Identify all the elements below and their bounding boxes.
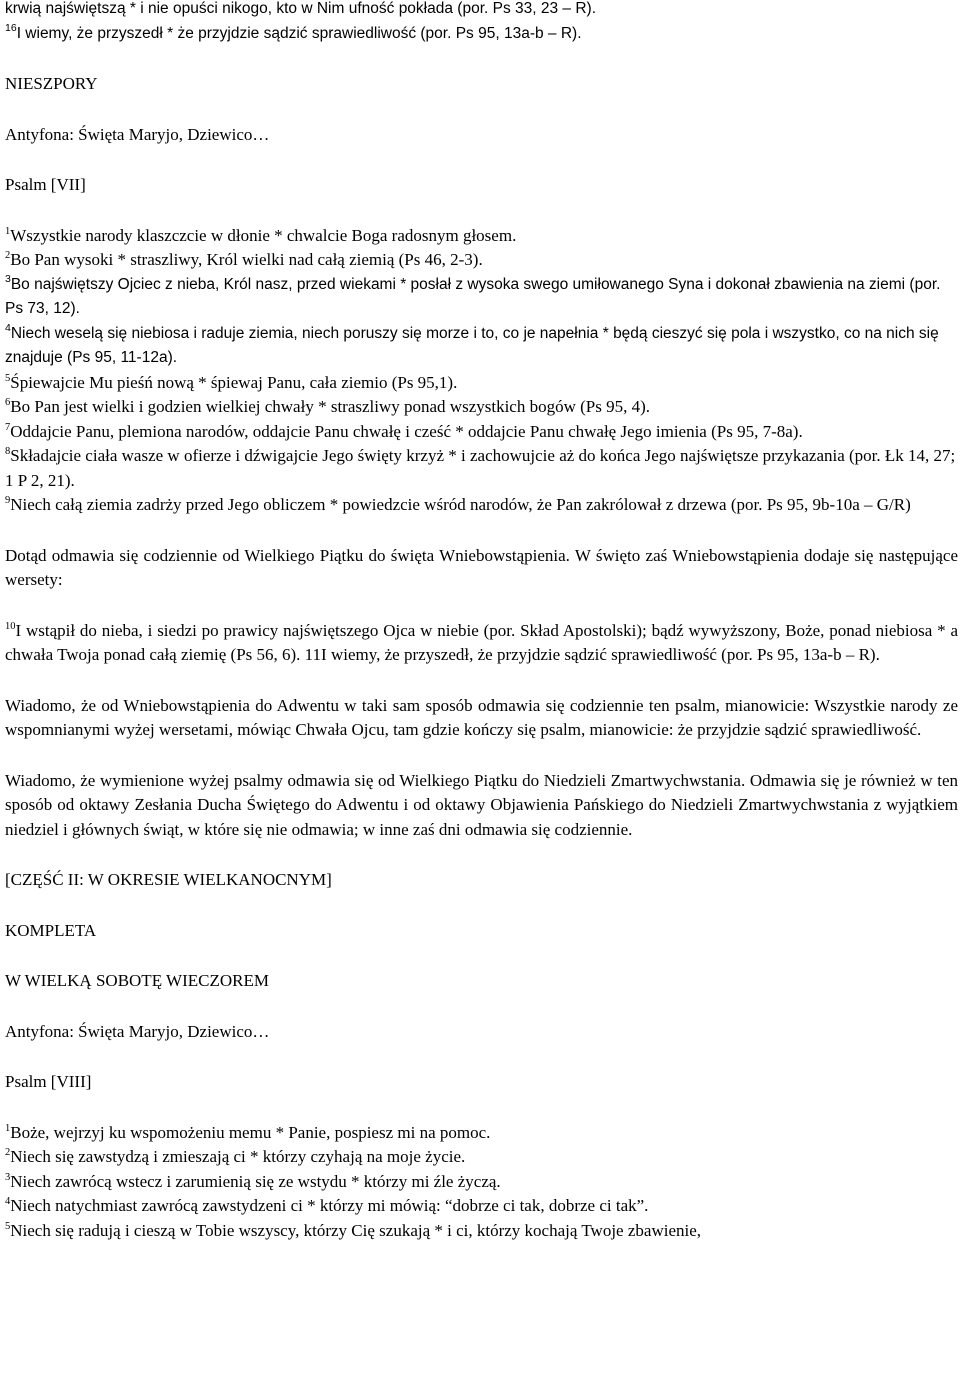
verse-text: Oddajcie Panu, plemiona narodów, oddajcie Panu chwałę i cześć * oddajcie Panu chwałę Jego imienia (Ps 95, 7-8a). [10,421,803,441]
kompleta-verse-4 [5,1194,958,1219]
verse-number: 1 [5,225,11,237]
verse-text: Niech się radują i cieszą w Tobie wszyscy, którzy Cię szukają * i ci, którzy kochają Twoje zbawienie, [10,1220,702,1240]
verse-text: I wiemy, że przyszedł * że przyjdzie sądzić sprawiedliwość (por. Ps 95, 13a-b – R). [16,24,582,42]
verse-text: Niech zawrócą wstecz i zarumienią się ze wstydu * którzy mi źle życzą. [10,1171,501,1191]
verse-text: Niech całą ziemia zadrży przed Jego obliczem * powiedzcie wśród narodów, że Pan zakrólował z drzewa (por. Ps 95, 9b-10a – G/R) [10,495,911,514]
verse-number: 16 [5,21,17,34]
verse-number: 10 [5,620,16,632]
part-2-heading: [CZĘŚĆ II: W OKRESIE WIELKANOCNYM] [5,870,332,889]
nieszpory-verse-6 [5,395,958,420]
verse-number: 2 [5,1147,11,1158]
nieszpory-verse-5 [5,371,958,396]
verse-text: Śpiewajcie Mu pieśń nową * śpiewaj Panu, cała ziemio (Ps 95,1). [10,372,458,392]
verse-text: Bo Pan jest wielki i godzien wielkiej chwały * straszliwy ponad wszystkich bogów (Ps 95, 4). [10,397,651,416]
kompleta-subheading: W WIELKĄ SOBOTĘ WIECZOREM [5,971,269,990]
nieszpory-psalm: Psalm [VII] [5,175,86,194]
kompleta-verse-5 [5,1219,958,1244]
kompleta-antyfona: Antyfona: Święta Maryjo, Dziewico… [5,1021,270,1041]
kompleta-verse-3 [5,1170,958,1195]
kompleta-verse-2 [5,1145,958,1170]
verse-number: 4 [5,1196,11,1207]
kompleta-verse-1 [5,1121,958,1146]
nieszpory-verse-7 [5,420,958,445]
verse-number: 6 [5,397,11,408]
verse-text: Składajcie ciała wasze w ofierze i dźwigajcie Jego święty krzyż * i zachowujcie aż do końca Jego najświętsze przykazania (por. Łk 14, 27; 1 P 2, 21). [5,446,956,490]
rubric-adwent: Wiadomo, że od Wniebowstąpienia do Adwentu w taki sam sposób odmawia się codziennie ten psalm, mianowicie: Wszystkie narody ze wspomnianymi wyżej wersetami, mówiąc Chwała Ojcu, tam gdzie kończy się psalm, mianowicie: że przyjdzie sądzić sprawiedliwość. [5,695,958,739]
verse-text: I wstąpił do nieba, i siedzi po prawicy najświętszego Ojca w niebie (por. Skład Apostolski); bądź wywyższony, Boże, ponad niebiosa * a chwała Twoja ponad całą ziemię (Ps 56, 6). 11I wiemy, że przyszedł, że przyjdzie sądzić sprawiedliwość (por. Ps 95, 13a-b – R). [5,620,958,664]
kompleta-psalm: Psalm [VIII] [5,1072,92,1091]
verse-number: 9 [5,495,11,506]
nieszpory-verse-9 [5,493,958,518]
verse-text: Bo najświętszy Ojciec z nieba, Król nasz, przed wiekami * posłał z wysoka swego umiłowanego Syna i dokonał zbawienia na ziemi (por. Ps 73, 12). [5,275,941,317]
nieszpory-verse-2 [5,248,958,273]
verse-text: Bo Pan wysoki * straszliwy, Król wielki nad całą ziemią (Ps 46, 2-3). [10,250,483,269]
nieszpory-antyfona: Antyfona: Święta Maryjo, Dziewico… [5,124,270,144]
verse-number: 5 [5,1220,11,1232]
top-line-1: krwią najświętszą * i nie opuści nikogo, kto w Nim ufność pokłada (por. Ps 33, 23 – R). [5,0,596,17]
verse-number: 3 [5,272,11,285]
verse-text: Niech natychmiast zawrócą zawstydzeni ci * którzy mi mówią: “dobrze ci tak, dobrze ci tak”. [10,1196,649,1215]
verse-number: 4 [5,321,11,334]
rubric-okresy: Wiadomo, że wymienione wyżej psalmy odmawia się od Wielkiego Piątku do Niedzieli Zmartwychwstania. Odmawia się je również w ten sposób od oktawy Zesłania Ducha Świętego do Adwentu i od oktawy Objawienia Pańskiego do Niedzieli Zmartwychwstania z wyjątkiem niedziel i głównych świąt, w które się nie odmawia; w inne zaś dni odmawia się codziennie. [5,770,958,839]
verse-text: Wszystkie narody klaszczcie w dłonie * chwalcie Boga radosnym głosem. [10,225,517,245]
verse-number: 7 [5,421,11,433]
nieszpory-verse-8 [5,444,958,493]
verse-text: Niech się zawstydzą i zmieszają ci * którzy czyhają na moje życie. [10,1147,466,1166]
verse-number: 2 [5,250,11,261]
kompleta-heading: KOMPLETA [5,920,97,940]
document-page [5,0,958,1243]
verse-text: Niech weselą się niebiosa i raduje ziemia, niech poruszy się morze i to, co je napełnia * będą cieszyć się pola i wszystko, co na nich się znajduje (Ps 95, 11-12a). [5,324,939,366]
verse-16 [5,22,958,47]
verse-number: 8 [5,446,11,457]
verse-number: 1 [5,1122,11,1134]
verse-10 [5,619,958,668]
verse-number: 5 [5,372,11,384]
nieszpory-heading: NIESZPORY [5,74,98,93]
verse-number: 3 [5,1171,11,1183]
nieszpory-verse-4 [5,322,958,371]
verse-text: Boże, wejrzyj ku wspomożeniu memu * Panie, pospiesz mi na pomoc. [10,1122,491,1142]
nieszpory-verse-1 [5,224,958,249]
rubric-wniebowstapienie: Dotąd odmawia się codziennie od Wielkiego Piątku do święta Wniebowstąpienia. W święto zaś Wniebowstąpienia dodaje się następujące wersety: [5,545,958,589]
nieszpory-verse-3 [5,273,958,322]
